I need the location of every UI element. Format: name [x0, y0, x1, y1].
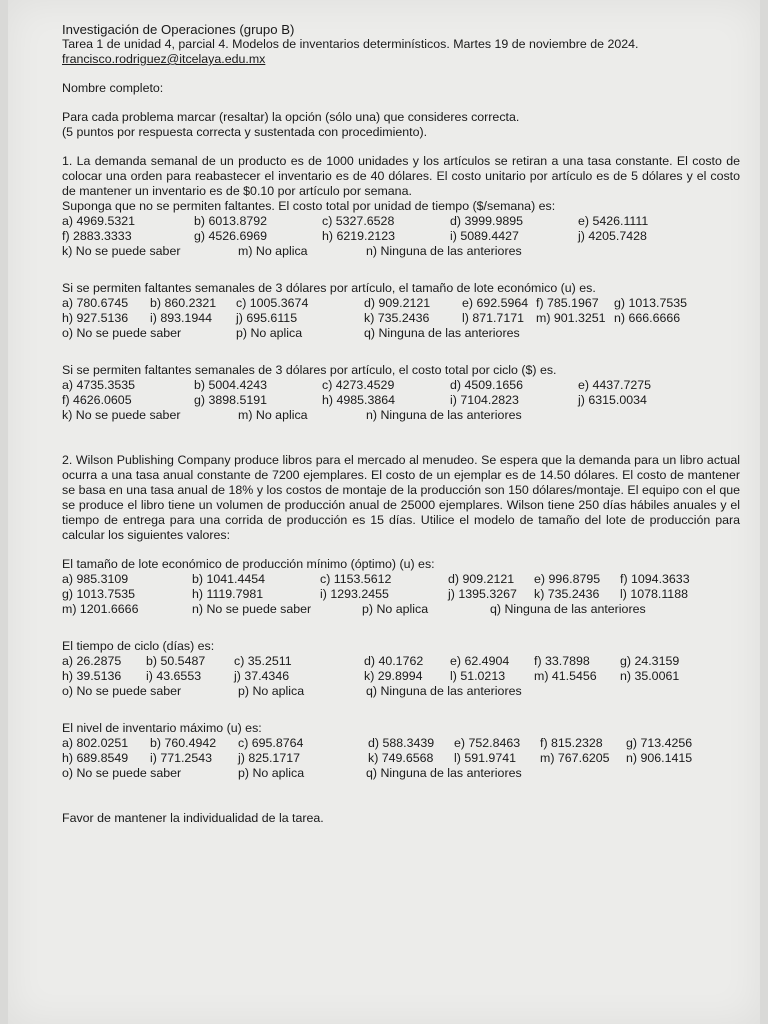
option[interactable]: e) 5426.1111: [578, 214, 649, 228]
option[interactable]: a) 802.0251: [62, 736, 129, 750]
option[interactable]: n) Ninguna de las anteriores: [366, 244, 522, 258]
option[interactable]: d) 909.2121: [448, 572, 515, 586]
document-title: Investigación de Operaciones (grupo B): [62, 22, 295, 37]
option[interactable]: j) 1395.3267: [448, 587, 517, 601]
options-row: [62, 378, 740, 393]
question-2c-prompt: El nivel de inventario máximo (u) es:: [62, 721, 262, 735]
option[interactable]: e) 752.8463: [454, 736, 521, 750]
options-row: [62, 408, 740, 423]
document-body: [62, 22, 740, 826]
footer-note: Favor de mantener la individualidad de la tarea.: [62, 811, 324, 825]
option[interactable]: e) 692.5964: [462, 296, 529, 310]
option[interactable]: b) 860.2321: [150, 296, 217, 310]
option[interactable]: d) 3999.9895: [450, 214, 524, 228]
instruction-line: (5 puntos por respuesta correcta y sustentada con procedimiento).: [62, 125, 428, 139]
option[interactable]: b) 6013.8792: [194, 214, 268, 228]
option[interactable]: f) 2883.3333: [62, 229, 132, 243]
option[interactable]: c) 1005.3674: [236, 296, 309, 310]
options-row: [62, 669, 740, 684]
option[interactable]: a) 4969.5321: [62, 214, 136, 228]
option[interactable]: i) 5089.4427: [450, 229, 519, 243]
options-row: [62, 326, 740, 341]
question-1-statement: 1. La demanda semanal de un producto es de 1000 unidades y los artículos se retiran a una tasa constante. El costo de colocar una orden para reabastecer el inventario es de 40 dólares. El costo unitario por artículo es de 5 dólares y el costo de mantener un inventario es de $0.10 por artículo por semana.: [62, 154, 740, 198]
option[interactable]: d) 4509.1656: [450, 378, 524, 392]
option[interactable]: h) 4985.3864: [322, 393, 396, 407]
name-label: Nombre completo:: [62, 81, 164, 95]
option[interactable]: j) 6315.0034: [578, 393, 647, 407]
option[interactable]: d) 588.3439: [368, 736, 435, 750]
option[interactable]: o) No se puede saber: [62, 326, 182, 340]
option[interactable]: q) Ninguna de las anteriores: [490, 602, 646, 616]
option[interactable]: h) 1119.7981: [192, 587, 264, 601]
option[interactable]: g) 3898.5191: [194, 393, 268, 407]
option[interactable]: k) 735.2436: [534, 587, 600, 601]
option[interactable]: g) 1013.7535: [614, 296, 688, 310]
option[interactable]: i) 43.6553: [146, 669, 202, 683]
option[interactable]: j) 4205.7428: [578, 229, 647, 243]
option[interactable]: a) 985.3109: [62, 572, 129, 586]
options-row: [62, 296, 740, 311]
options-row: [62, 572, 740, 587]
instruction-line: Para cada problema marcar (resaltar) la opción (sólo una) que consideres correcta.: [62, 110, 520, 124]
option[interactable]: e) 4437.7275: [578, 378, 652, 392]
options-row: [62, 684, 740, 699]
option[interactable]: g) 713.4256: [626, 736, 693, 750]
options-row: [62, 654, 740, 669]
option[interactable]: k) No se puede saber: [62, 244, 181, 258]
option[interactable]: m) 767.6205: [540, 751, 610, 765]
options-row: [62, 244, 740, 259]
option[interactable]: e) 996.8795: [534, 572, 601, 586]
option[interactable]: e) 62.4904: [450, 654, 510, 668]
option[interactable]: k) 29.8994: [364, 669, 423, 683]
option[interactable]: p) No aplica: [238, 684, 305, 698]
option[interactable]: m) 41.5456: [534, 669, 597, 683]
option[interactable]: n) 666.6666: [614, 311, 681, 325]
option[interactable]: o) No se puede saber: [62, 766, 182, 780]
option[interactable]: f) 4626.0605: [62, 393, 132, 407]
option[interactable]: g) 1013.7535: [62, 587, 136, 601]
document-subtitle: Tarea 1 de unidad 4, parcial 4. Modelos de inventarios determinísticos. Martes 19 de noviembre de 2024.: [62, 37, 639, 51]
options-row: [62, 602, 740, 617]
option[interactable]: c) 4273.4529: [322, 378, 395, 392]
option[interactable]: c) 5327.6528: [322, 214, 395, 228]
option[interactable]: q) Ninguna de las anteriores: [364, 326, 520, 340]
option[interactable]: m) No aplica: [238, 244, 308, 258]
options-row: [62, 214, 740, 229]
options-row: [62, 587, 740, 602]
option[interactable]: h) 927.5136: [62, 311, 129, 325]
option[interactable]: j) 37.4346: [234, 669, 290, 683]
option[interactable]: d) 40.1762: [364, 654, 424, 668]
option[interactable]: n) Ninguna de las anteriores: [366, 408, 522, 422]
option[interactable]: i) 7104.2823: [450, 393, 519, 407]
option[interactable]: l) 871.7171: [462, 311, 525, 325]
paper-sheet: [8, 0, 760, 1024]
option[interactable]: l) 1078.1188: [620, 587, 688, 601]
option[interactable]: o) No se puede saber: [62, 684, 182, 698]
option[interactable]: f) 33.7898: [534, 654, 590, 668]
option[interactable]: m) 1201.6666: [62, 602, 139, 616]
option[interactable]: b) 5004.4243: [194, 378, 268, 392]
option[interactable]: h) 39.5136: [62, 669, 122, 683]
option[interactable]: l) 591.9741: [454, 751, 517, 765]
option[interactable]: i) 893.1944: [150, 311, 213, 325]
options-row: [62, 311, 740, 326]
option[interactable]: q) Ninguna de las anteriores: [366, 766, 522, 780]
question-2a-prompt: El tamaño de lote económico de producción mínimo (óptimo) (u) es:: [62, 557, 435, 571]
option[interactable]: n) 906.1415: [626, 751, 693, 765]
option[interactable]: p) No aplica: [238, 766, 305, 780]
option[interactable]: m) No aplica: [238, 408, 308, 422]
option[interactable]: h) 6219.2123: [322, 229, 396, 243]
option[interactable]: f) 1094.3633: [620, 572, 690, 586]
question-2-statement: 2. Wilson Publishing Company produce libros para el mercado al menudeo. Se espera que la demanda para un libro actual ocurra a una tasa anual constante de 7200 ejemplares. El costo de un ejemplar es de 14.50 dólares. El costo de mantener se basa en una tasa anual de 18% y los costos de montaje de la producción son 150 dólares/montaje. El equipo con el que se produce el libro tiene un volumen de producción anual de 25000 ejemplares. Wilson tiene 250 días hábiles anuales y el tiempo de entrega para una corrida de producción es 15 días. Utilice el modelo de tamaño del lote de producción para calcular los siguientes valores:: [62, 453, 740, 542]
option[interactable]: h) 689.8549: [62, 751, 129, 765]
option[interactable]: g) 24.3159: [620, 654, 680, 668]
option[interactable]: f) 815.2328: [540, 736, 603, 750]
option[interactable]: n) 35.0061: [620, 669, 680, 683]
option[interactable]: m) 901.3251: [536, 311, 606, 325]
option[interactable]: k) 749.6568: [368, 751, 434, 765]
options-row: [62, 766, 740, 781]
option[interactable]: i) 771.2543: [150, 751, 213, 765]
option[interactable]: j) 695.6115: [236, 311, 298, 325]
question-1b-prompt: Si se permiten faltantes semanales de 3 dólares por artículo, el tamaño de lote económico (u) es.: [62, 281, 596, 295]
option[interactable]: b) 1041.4454: [192, 572, 266, 586]
option[interactable]: b) 760.4942: [150, 736, 217, 750]
option[interactable]: i) 1293.2455: [320, 587, 389, 601]
option[interactable]: k) 735.2436: [364, 311, 430, 325]
option[interactable]: k) No se puede saber: [62, 408, 181, 422]
option[interactable]: c) 695.8764: [238, 736, 304, 750]
option[interactable]: c) 1153.5612: [320, 572, 392, 586]
question-1c-prompt: Si se permiten faltantes semanales de 3 dólares por artículo, el costo total por ciclo ($) es.: [62, 363, 557, 377]
option[interactable]: c) 35.2511: [234, 654, 292, 668]
question-1a-prompt: Suponga que no se permiten faltantes. El costo total por unidad de tiempo ($/semana) es:: [62, 199, 556, 213]
option[interactable]: b) 50.5487: [146, 654, 206, 668]
option[interactable]: a) 780.6745: [62, 296, 129, 310]
option[interactable]: p) No aplica: [362, 602, 429, 616]
options-row: [62, 751, 740, 766]
option[interactable]: n) No se puede saber: [192, 602, 312, 616]
option[interactable]: q) Ninguna de las anteriores: [366, 684, 522, 698]
option[interactable]: j) 825.1717: [238, 751, 301, 765]
option[interactable]: l) 51.0213: [450, 669, 506, 683]
options-row: [62, 736, 740, 751]
author-email[interactable]: francisco.rodriguez@itcelaya.edu.mx: [62, 52, 266, 66]
question-2b-prompt: El tiempo de ciclo (días) es:: [62, 639, 215, 653]
option[interactable]: d) 909.2121: [364, 296, 431, 310]
options-row: [62, 229, 740, 244]
option[interactable]: g) 4526.6969: [194, 229, 268, 243]
options-row: [62, 393, 740, 408]
option[interactable]: a) 4735.3535: [62, 378, 136, 392]
option[interactable]: p) No aplica: [236, 326, 303, 340]
option[interactable]: f) 785.1967: [536, 296, 599, 310]
option[interactable]: a) 26.2875: [62, 654, 122, 668]
